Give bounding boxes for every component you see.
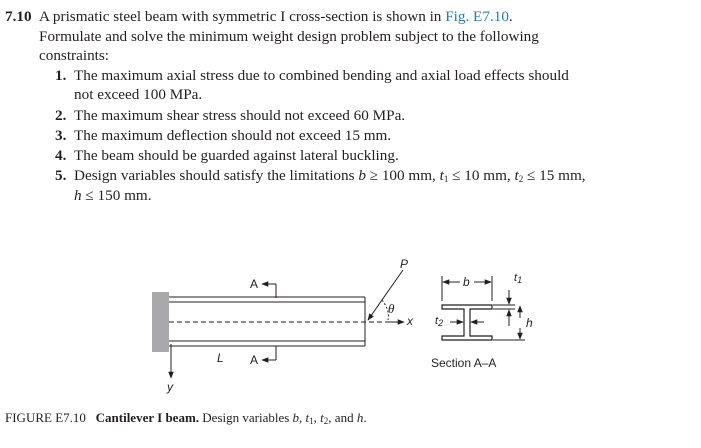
text: ≤ 150 mm.: [81, 187, 152, 204]
i-section: [442, 305, 492, 340]
constraint-number: 1.: [55, 67, 67, 84]
subscript: 1: [517, 275, 523, 285]
var-b: b: [358, 167, 366, 184]
label-A-bottom: A: [250, 353, 259, 367]
var-b: b: [292, 410, 300, 425]
constraint-text: The maximum shear stress should not exceed 60 MPa.: [74, 107, 406, 124]
problem-line-3: constraints:: [39, 47, 110, 64]
comma: ,: [313, 410, 321, 425]
figure-link[interactable]: Fig. E7.10: [445, 8, 509, 25]
caption-text: Design variables: [199, 410, 293, 425]
subscript: 2: [323, 416, 329, 426]
label-b: b: [463, 275, 470, 289]
var-h: h: [356, 410, 364, 425]
constraint-text: The beam should be guarded against lateral buckling.: [74, 147, 399, 164]
caption-prefix: FIGURE E7.10: [5, 410, 86, 425]
text: ≥ 100 mm,: [365, 167, 440, 184]
comma: ,: [299, 410, 306, 425]
section-label: Section A–A: [431, 356, 497, 370]
t: t: [514, 272, 518, 284]
constraint-number: 4.: [55, 147, 67, 164]
and: , and: [328, 410, 357, 425]
var-t1: t: [305, 410, 310, 425]
var-t2: t: [514, 167, 519, 184]
label-y: y: [167, 380, 173, 394]
load-arrow: [368, 270, 403, 320]
label-t2: [435, 315, 443, 327]
problem-text: A prismatic steel beam with symmetric I cross-section is shown in: [39, 8, 446, 25]
dim-t1: [493, 290, 515, 326]
wall-support: [152, 292, 169, 352]
label-t1: [514, 272, 522, 284]
constraint-text: The maximum axial stress due to combined bending and axial load effects should: [74, 67, 569, 84]
constraint-text: The maximum deflection should not exceed 15 mm.: [74, 127, 392, 144]
subscript: 1: [309, 416, 314, 426]
label-A-top: A: [250, 277, 259, 291]
period: .: [508, 8, 513, 25]
label-h: h: [526, 316, 533, 330]
label-L: L: [217, 351, 224, 365]
text: ≤ 10 mm,: [448, 167, 515, 184]
caption-bold: Cantilever I beam.: [95, 410, 200, 425]
label-x: x: [407, 314, 413, 328]
label-P: P: [400, 257, 409, 271]
subscript: 1: [443, 174, 449, 184]
label-theta: θ: [388, 301, 395, 316]
constraint-number: 2.: [55, 107, 67, 124]
subscript: 2: [438, 318, 444, 328]
var-t1: t: [439, 167, 444, 184]
constraint-text: not exceed 100 MPa.: [74, 86, 203, 103]
problem-number: 7.10: [5, 8, 32, 25]
t: t: [435, 315, 439, 327]
var-t2: t: [320, 410, 324, 425]
subscript: 2: [518, 174, 524, 184]
text: ≤ 15 mm,: [523, 167, 586, 184]
period: .: [363, 410, 367, 425]
figure-caption: [5, 410, 367, 426]
constraint-number: 5.: [55, 167, 67, 184]
constraint-number: 3.: [55, 127, 67, 144]
text: Design variables should satisfy the limitations: [74, 167, 359, 184]
var-h: h: [74, 187, 82, 204]
problem-line-2: Formulate and solve the minimum weight design problem subject to the following: [39, 28, 539, 45]
